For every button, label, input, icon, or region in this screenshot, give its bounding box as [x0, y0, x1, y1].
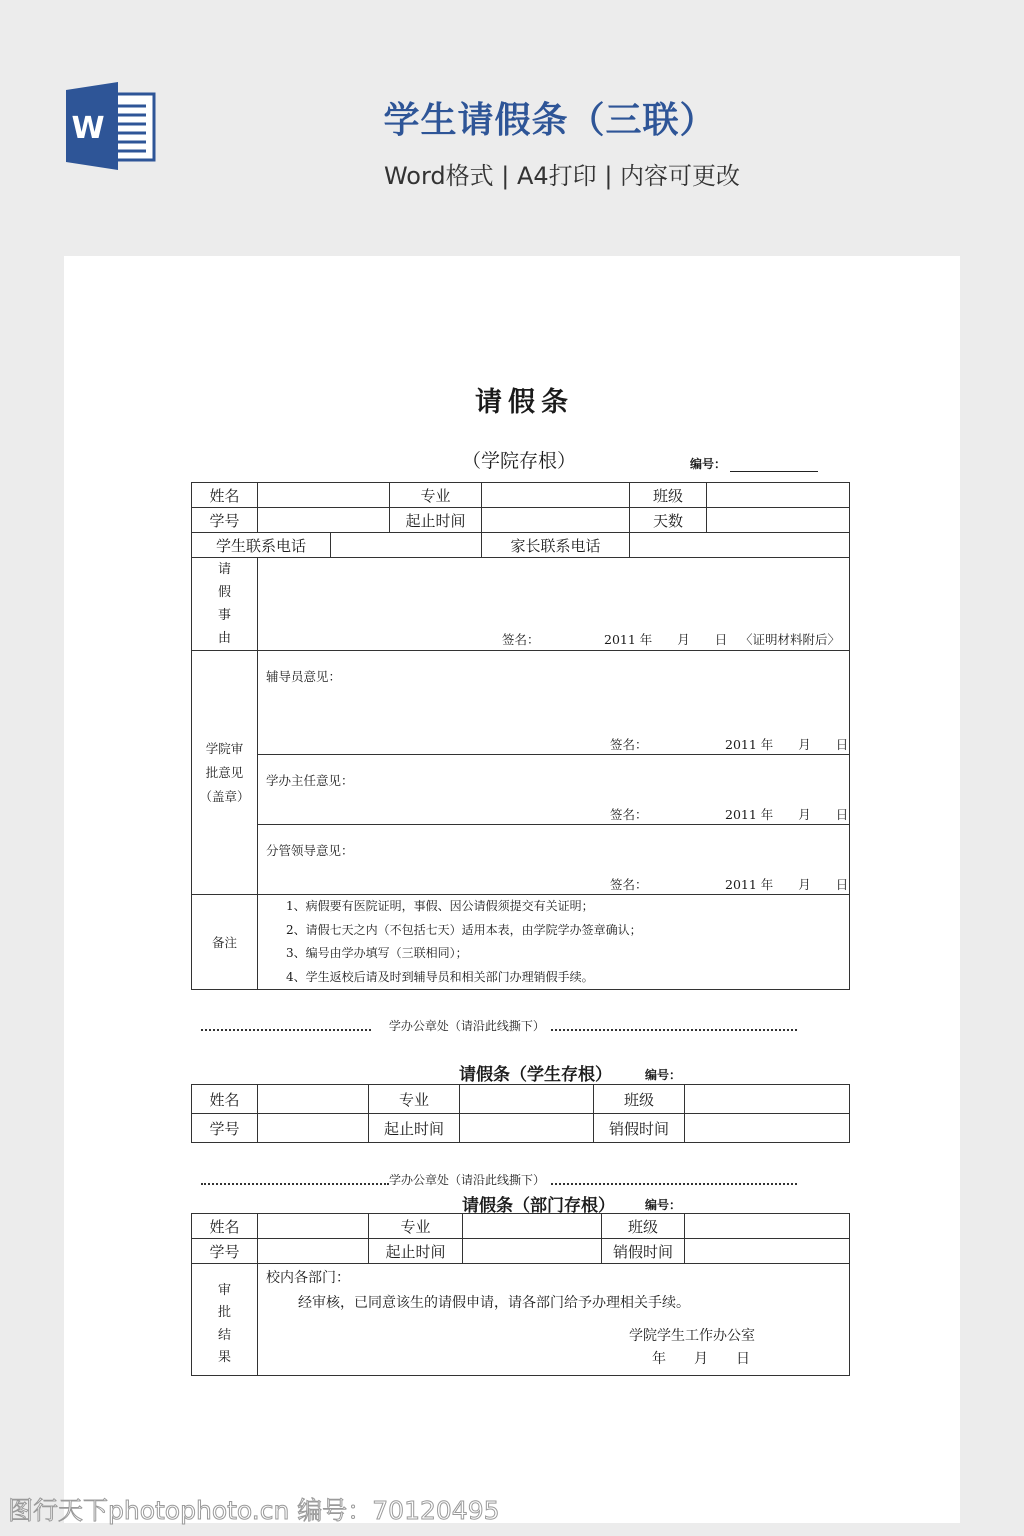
- leader-sign-label: 签名：: [610, 877, 648, 892]
- field-days[interactable]: [707, 508, 850, 533]
- remarks-label: 备注: [192, 895, 258, 990]
- leader-opinion-label: 分管领导意见：: [266, 843, 354, 858]
- label-name: 姓名: [192, 1085, 258, 1114]
- document-title: 请假条: [475, 387, 574, 418]
- field-period[interactable]: [482, 508, 630, 533]
- reason-sign-label: 签名：: [502, 632, 540, 647]
- reason-field[interactable]: [258, 558, 850, 651]
- tear-line-label: 学办公章处（请沿此线撕下）: [388, 1019, 545, 1033]
- field-student-phone[interactable]: [331, 533, 482, 558]
- field-class[interactable]: [707, 483, 850, 508]
- label-student-id: 学号: [192, 1114, 258, 1143]
- remark-item: 1、病假要有医院证明，事假、因公请假须提交有关证明；: [286, 899, 594, 913]
- label-major: 专业: [390, 483, 482, 508]
- header-subtitle: Word格式 | A4打印 | 内容可更改: [383, 162, 741, 190]
- label-period: 起止时间: [369, 1239, 463, 1264]
- issuing-office: 学院学生工作办公室: [629, 1328, 755, 1344]
- label-return-time: 销假时间: [594, 1114, 685, 1143]
- office-director-date: 2011 年 月 日: [725, 807, 849, 822]
- student-serial-label: 编号：: [645, 1068, 682, 1082]
- label-student-id: 学号: [192, 508, 258, 533]
- reason-label: 请 假 事 由: [192, 558, 258, 651]
- label-student-id: 学号: [192, 1239, 258, 1264]
- dept-stub-title: 请假条（部门存根）: [462, 1196, 615, 1216]
- approval-statement: 经审核，已同意该生的请假申请，请各部门给予办理相关手续。: [298, 1295, 690, 1311]
- approval-label: 学院审 批意见 （盖章）: [192, 651, 258, 895]
- field-name[interactable]: [258, 483, 390, 508]
- counselor-sign-label: 签名：: [610, 737, 648, 752]
- label-class: 班级: [594, 1085, 685, 1114]
- field-class[interactable]: [685, 1085, 850, 1114]
- label-period: 起止时间: [390, 508, 482, 533]
- field-class[interactable]: [685, 1214, 850, 1239]
- college-stub-table: [191, 482, 850, 990]
- label-student-phone: 学生联系电话: [192, 533, 331, 558]
- tear-line-1: [201, 1017, 797, 1034]
- remark-item: 3、编号由学办填写（三联相同）；: [286, 946, 468, 960]
- field-major[interactable]: [482, 483, 630, 508]
- label-return-time: 销假时间: [602, 1239, 685, 1264]
- tear-line-label: 学办公章处（请沿此线撕下）: [389, 1173, 546, 1187]
- label-major: 专业: [369, 1214, 463, 1239]
- field-name[interactable]: [258, 1085, 369, 1114]
- remark-item: 2、请假七天之内（不包括七天）适用本表，由学院学办签章确认；: [286, 922, 642, 937]
- field-student-id[interactable]: [258, 1114, 369, 1143]
- field-period[interactable]: [460, 1114, 594, 1143]
- label-period: 起止时间: [369, 1114, 460, 1143]
- field-return-time[interactable]: [685, 1239, 850, 1264]
- dotted-line: [201, 1022, 371, 1031]
- field-student-id[interactable]: [258, 508, 390, 533]
- svg-text:W: W: [71, 111, 105, 146]
- college-serial-label: [690, 455, 818, 472]
- dotted-line: [551, 1176, 797, 1185]
- field-name[interactable]: [258, 1214, 369, 1239]
- remark-item: 4、学生返校后请及时到辅导员和相关部门办理销假手续。: [286, 969, 594, 984]
- label-days: 天数: [630, 508, 707, 533]
- field-major[interactable]: [460, 1085, 594, 1114]
- label-name: 姓名: [192, 1214, 258, 1239]
- field-parent-phone[interactable]: [630, 533, 850, 558]
- reason-date: 2011 年 月 日: [604, 632, 728, 647]
- remarks-list: [258, 895, 850, 990]
- serial-field[interactable]: [730, 459, 818, 472]
- label-major: 专业: [369, 1085, 460, 1114]
- field-return-time[interactable]: [685, 1114, 850, 1143]
- dotted-line: [201, 1176, 389, 1185]
- tear-line-2: [201, 1171, 797, 1188]
- office-director-sign-label: 签名：: [610, 807, 648, 822]
- student-stub-title: 请假条（学生存根）: [459, 1065, 612, 1085]
- dotted-line: [551, 1022, 797, 1031]
- header-title: 学生请假条（三联）: [383, 100, 717, 141]
- counselor-opinion-label: 辅导员意见：: [266, 669, 342, 684]
- college-stub-title: （学院存根）: [462, 450, 577, 472]
- approval-result-label: 审 批 结 果: [192, 1264, 258, 1376]
- field-student-id[interactable]: [258, 1239, 369, 1264]
- serial-label: 编号：: [690, 457, 727, 471]
- leader-opinion-field[interactable]: [258, 825, 850, 895]
- label-class: 班级: [602, 1214, 685, 1239]
- label-parent-phone: 家长联系电话: [482, 533, 630, 558]
- counselor-date: 2011 年 月 日: [725, 737, 849, 752]
- office-director-opinion-field[interactable]: [258, 755, 850, 825]
- reason-note: 〈证明材料附后〉: [740, 632, 841, 647]
- dept-serial-label: 编号：: [645, 1198, 682, 1212]
- label-class: 班级: [630, 483, 707, 508]
- field-major[interactable]: [463, 1214, 602, 1239]
- approval-date: 年 月 日: [652, 1351, 750, 1367]
- watermark: 图行天下photophoto.cn 编号：70120495: [8, 1496, 500, 1525]
- addressee: 校内各部门：: [266, 1270, 350, 1286]
- dept-stub-table: [191, 1213, 850, 1376]
- office-director-opinion-label: 学办主任意见：: [266, 773, 354, 788]
- field-period[interactable]: [463, 1239, 602, 1264]
- counselor-opinion-field[interactable]: [258, 651, 850, 755]
- student-stub-table: [191, 1084, 850, 1143]
- label-name: 姓名: [192, 483, 258, 508]
- approval-result-body: [258, 1264, 850, 1376]
- leader-date: 2011 年 月 日: [725, 877, 849, 892]
